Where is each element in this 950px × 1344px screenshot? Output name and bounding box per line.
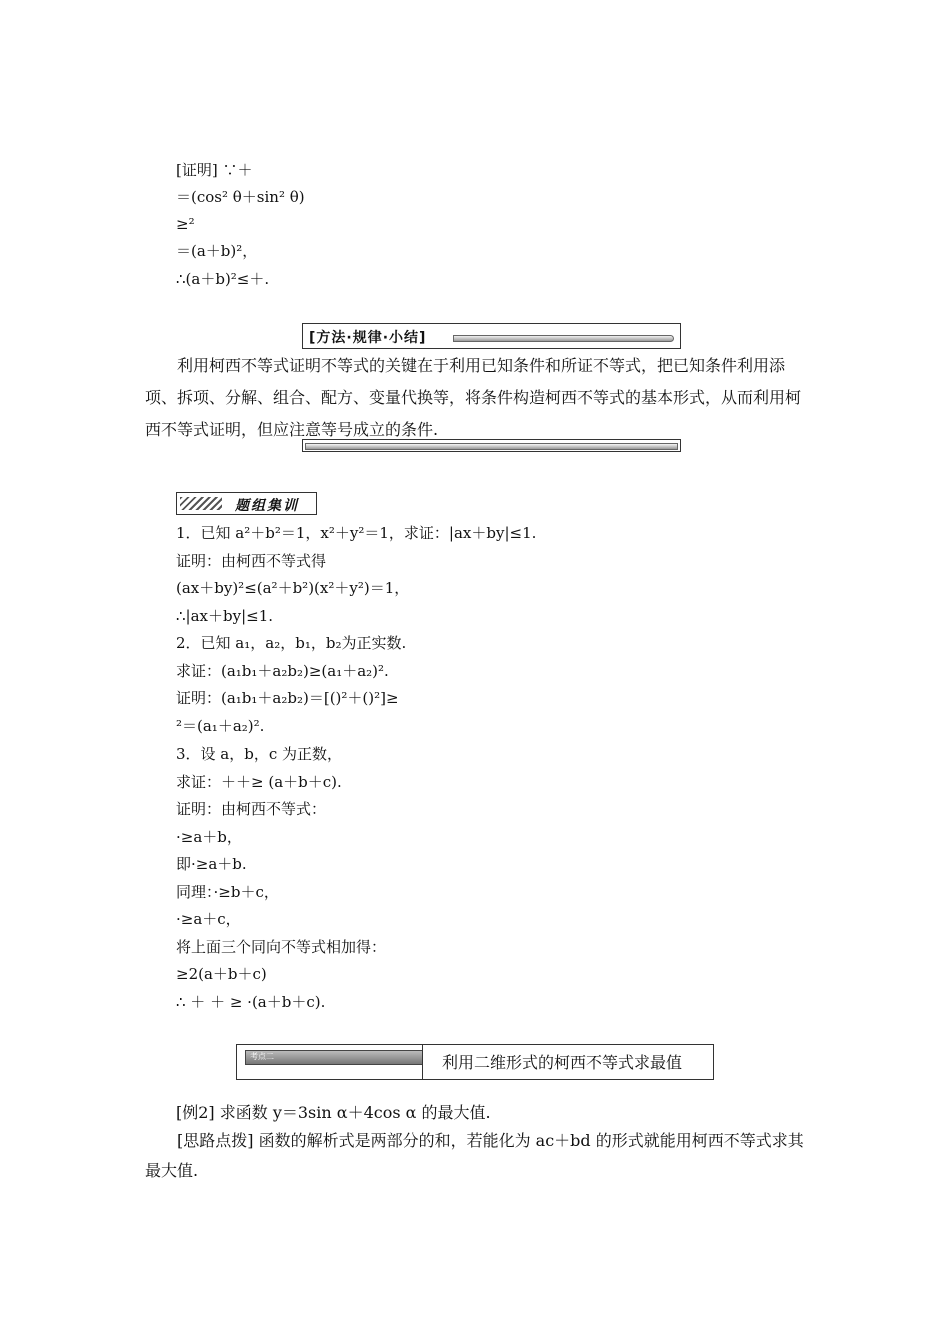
topic-header-box xyxy=(236,1044,714,1080)
method-summary-label: [方法·规律·小结] xyxy=(309,330,427,346)
topic-title: 利用二维形式的柯西不等式求最值 xyxy=(442,1053,683,1072)
exercise-line: 证明：由柯西不等式： xyxy=(176,800,327,818)
exercise-line: 同理：·≥b＋c， xyxy=(176,883,279,901)
method-summary-footer xyxy=(302,439,681,452)
topic-divider xyxy=(422,1045,423,1079)
topic-tab xyxy=(245,1050,423,1065)
exercise-label: 题组集训 xyxy=(235,498,299,514)
header-swoosh-decoration xyxy=(453,335,674,342)
example-hint: [思路点拨] 函数的解析式是两部分的和，若能化为 ac＋bd 的形式就能用柯西不等式求其最大值. xyxy=(145,1131,804,1180)
exercise-line: 证明：由柯西不等式得 xyxy=(176,552,327,570)
exercise-line: 2．已知 a₁，a₂，b₁，b₂为正实数. xyxy=(176,634,407,652)
proof-line-1: [证明] ∵＋ xyxy=(176,161,253,179)
exercise-line: 3．设 a，b，c 为正数， xyxy=(176,745,343,763)
footer-bar-decoration xyxy=(305,443,678,450)
hatch-decoration-icon xyxy=(180,497,222,510)
exercise-line: ·≥a＋c， xyxy=(176,910,241,928)
example-line: [例2] 求函数 y＝3sin α＋4cos α 的最大值. xyxy=(176,1103,491,1122)
exercise-line: 即·≥a＋b. xyxy=(176,855,247,873)
exercise-line: ∴ ＋ ＋ ≥ ·(a＋b＋c). xyxy=(176,993,326,1011)
exercise-line: ≥2(a＋b＋c) xyxy=(176,965,267,983)
proof-line-3: ≥² xyxy=(176,215,195,233)
method-summary-header xyxy=(302,323,681,349)
method-summary-text: 利用柯西不等式证明不等式的关键在于利用已知条件和所证不等式，把已知条件利用添项、拆项、分解、组合、配方、变量代换等，将条件构造柯西不等式的基本形式，从而利用柯西不等式证明，但应注意等号成立的条件. xyxy=(145,356,802,439)
exercise-header xyxy=(176,492,317,515)
proof-line-4: ＝(a＋b)²， xyxy=(176,242,258,260)
proof-line-5: ∴(a＋b)²≤＋. xyxy=(176,270,270,288)
exercise-line: 求证：＋＋≥ (a＋b＋c). xyxy=(176,773,342,791)
exercise-line: ·≥a＋b， xyxy=(176,828,242,846)
exercise-line: 求证：(a₁b₁＋a₂b₂)≥(a₁＋a₂)². xyxy=(176,662,389,680)
exercise-line: 证明：(a₁b₁＋a₂b₂)＝[()²＋()²]≥ xyxy=(176,689,399,707)
exercise-line: ∴|ax＋by|≤1. xyxy=(176,607,274,625)
exercise-line: 1．已知 a²＋b²＝1，x²＋y²＝1，求证：|ax＋by|≤1. xyxy=(176,524,537,542)
proof-line-2: ＝(cos² θ＋sin² θ) xyxy=(176,188,305,206)
topic-tab-label: 考点二 xyxy=(250,1052,274,1061)
exercise-line: (ax＋by)²≤(a²＋b²)(x²＋y²)＝1， xyxy=(176,579,410,597)
exercise-line: 将上面三个同向不等式相加得： xyxy=(176,938,387,956)
exercise-line: ²＝(a₁＋a₂)². xyxy=(176,717,265,735)
